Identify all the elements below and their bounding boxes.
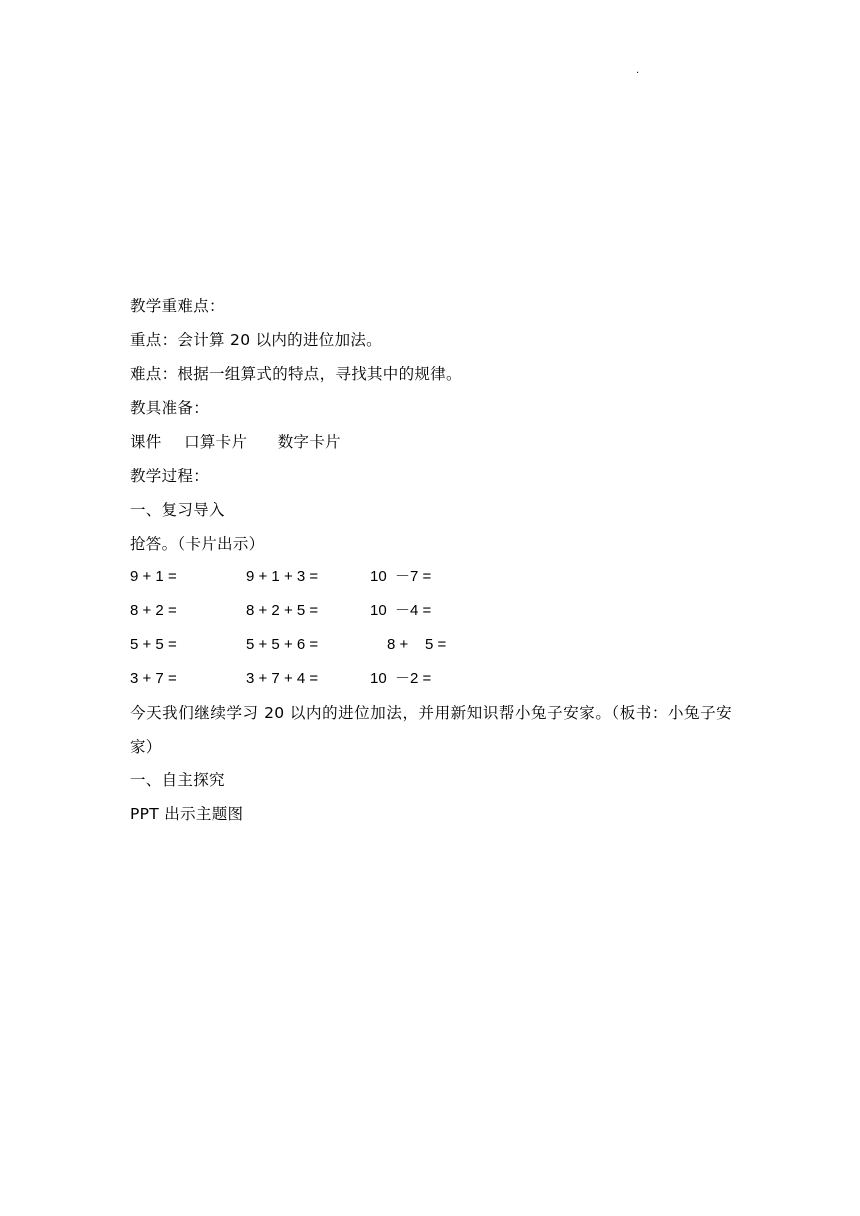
exercise-col3-row2: 10 －4 = — [370, 602, 432, 619]
exercise-col1-row4: 3 + 7 = — [130, 670, 177, 687]
key-point: 重点：会计算 20 以内的进位加法。 — [130, 331, 382, 349]
difficult-point: 难点：根据一组算式的特点，寻找其中的规律。 — [130, 365, 462, 383]
exercise-col3-row1: 10 －7 = — [370, 568, 432, 585]
exercise-col1-row1: 9 + 1 = — [130, 568, 177, 585]
exercise-col2-row2: 8 + 2 + 5 = — [246, 602, 319, 619]
exercise-col1-row2: 8 + 2 = — [130, 602, 177, 619]
material-item: 口算卡片 — [184, 433, 248, 451]
materials-heading: 教具准备： — [130, 399, 210, 417]
material-item: 课件 — [130, 433, 162, 451]
process-heading: 教学过程： — [130, 467, 210, 485]
exercise-col2-row3: 5 + 5 + 6 = — [246, 636, 319, 653]
difficulty-heading: 教学重难点： — [130, 297, 225, 315]
part2-title: 一、自主探究 — [130, 771, 225, 789]
exercise-col2-row1: 9 + 1 + 3 = — [246, 568, 319, 585]
material-item: 数字卡片 — [277, 433, 341, 451]
exercise-col3-row3: 8 + 5 = — [387, 636, 447, 653]
exercise-col1-row3: 5 + 5 = — [130, 636, 177, 653]
quick-answer-line: 抢答。（卡片出示） — [130, 535, 265, 553]
exercise-col2-row4: 3 + 7 + 4 = — [246, 670, 319, 687]
materials-list — [130, 432, 341, 452]
ppt-line: PPT 出示主题图 — [130, 805, 244, 823]
exercise-col3-row4: 10 －2 = — [370, 670, 432, 687]
intro-paragraph: 今天我们继续学习 20 以内的进位加法，并用新知识帮小兔子安家。（板书：小兔子安家） — [130, 704, 732, 756]
part1-title: 一、复习导入 — [130, 501, 225, 519]
header-mark: . — [636, 65, 640, 76]
